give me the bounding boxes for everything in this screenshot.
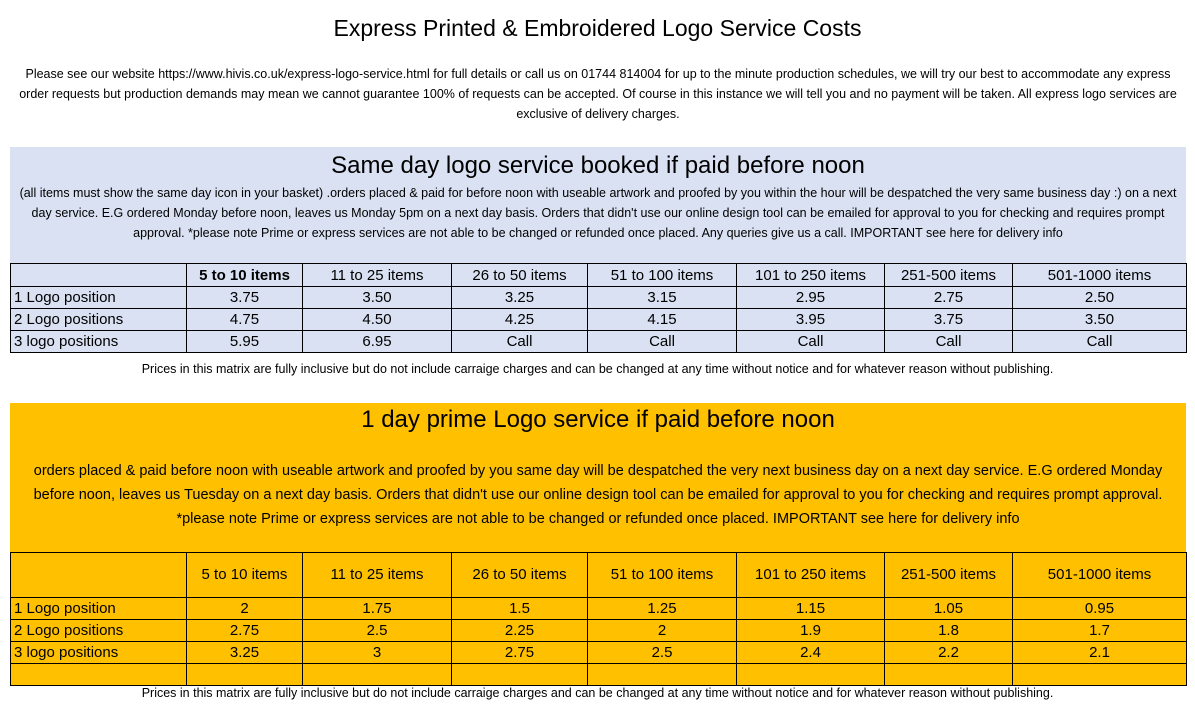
empty-cell [303, 664, 452, 686]
price-cell: 2 [588, 620, 737, 642]
prime-section [10, 403, 1186, 552]
prime-price-table [10, 552, 1187, 686]
table-row [11, 287, 1187, 309]
column-header [11, 264, 187, 287]
price-cell: 1.25 [588, 598, 737, 620]
column-header: 51 to 100 items [588, 264, 737, 287]
price-cell: 4.75 [187, 309, 303, 331]
price-cell: 3.25 [187, 642, 303, 664]
price-cell: 4.25 [452, 309, 588, 331]
price-cell: 2.5 [588, 642, 737, 664]
price-cell: Call [737, 331, 885, 353]
price-cell: 3.75 [187, 287, 303, 309]
empty-cell [11, 664, 187, 686]
price-cell: 2.1 [1013, 642, 1187, 664]
column-header: 5 to 10 items [187, 264, 303, 287]
column-header: 101 to 250 items [737, 553, 885, 598]
price-cell: Call [1013, 331, 1187, 353]
table-header-row [11, 264, 1187, 287]
table-header-row [11, 553, 1187, 598]
column-header: 501-1000 items [1013, 264, 1187, 287]
column-header: 101 to 250 items [737, 264, 885, 287]
column-header: 5 to 10 items [187, 553, 303, 598]
price-cell: 3.50 [1013, 309, 1187, 331]
price-cell: 1.05 [885, 598, 1013, 620]
price-cell: 2.5 [303, 620, 452, 642]
same-day-price-note: Prices in this matrix are fully inclusive but do not include carraige charges and can be changed at any time without notice and for whatever reason without publishing. [141, 362, 1054, 376]
price-cell: 3.25 [452, 287, 588, 309]
column-header: 51 to 100 items [588, 553, 737, 598]
price-cell: 2.95 [737, 287, 885, 309]
price-cell: Call [452, 331, 588, 353]
price-cell: 1.75 [303, 598, 452, 620]
column-header: 501-1000 items [1013, 553, 1187, 598]
column-header: 11 to 25 items [303, 553, 452, 598]
empty-cell [452, 664, 588, 686]
price-cell: 3 [303, 642, 452, 664]
prime-heading: 1 day prime Logo service if paid before noon [361, 406, 835, 433]
table-row [11, 642, 1187, 664]
price-cell: 4.50 [303, 309, 452, 331]
row-label: 1 Logo position [11, 287, 187, 309]
empty-cell [737, 664, 885, 686]
table-row [11, 620, 1187, 642]
price-cell: 1.9 [737, 620, 885, 642]
column-header: 11 to 25 items [303, 264, 452, 287]
price-cell: 3.75 [885, 309, 1013, 331]
table-row [11, 331, 1187, 353]
prime-price-note: Prices in this matrix are fully inclusive but do not include carraige charges and can be changed at any time without notice and for whatever reason without publishing. [141, 686, 1054, 700]
row-label: 3 logo positions [11, 331, 187, 353]
price-cell: Call [588, 331, 737, 353]
table-row [11, 309, 1187, 331]
table-row [11, 598, 1187, 620]
row-label: 3 logo positions [11, 642, 187, 664]
price-cell: 2.75 [885, 287, 1013, 309]
same-day-section [10, 147, 1186, 263]
price-cell: 3.50 [303, 287, 452, 309]
column-header [11, 553, 187, 598]
price-cell: 3.15 [588, 287, 737, 309]
price-cell: 0.95 [1013, 598, 1187, 620]
intro-text: Please see our website https://www.hivis.co.uk/express-logo-service.html for full details or call us on 01744 814004 for up to the minute production schedules, we will try our best to accommodate any express order requests but production demands may mean we cannot guarantee 100% of requests can be accepted. Of course in this instance we will tell you and no payment will be taken. All express logo services are exclusive of delivery charges. [19, 67, 1177, 121]
empty-cell [588, 664, 737, 686]
column-header: 26 to 50 items [452, 264, 588, 287]
price-cell: 2.25 [452, 620, 588, 642]
same-day-price-table [10, 263, 1187, 353]
price-cell: 1.7 [1013, 620, 1187, 642]
price-cell: 2.75 [187, 620, 303, 642]
price-cell: 6.95 [303, 331, 452, 353]
price-cell: 2 [187, 598, 303, 620]
column-header: 26 to 50 items [452, 553, 588, 598]
price-cell: 2.75 [452, 642, 588, 664]
empty-cell [1013, 664, 1187, 686]
price-cell: 2.4 [737, 642, 885, 664]
empty-cell [187, 664, 303, 686]
price-cell: 5.95 [187, 331, 303, 353]
price-cell: 1.5 [452, 598, 588, 620]
row-label: 2 Logo positions [11, 309, 187, 331]
price-cell: 1.15 [737, 598, 885, 620]
same-day-heading: Same day logo service booked if paid before noon [331, 152, 865, 179]
empty-cell [885, 664, 1013, 686]
column-header: 251-500 items [885, 553, 1013, 598]
price-cell: 3.95 [737, 309, 885, 331]
price-cell: 4.15 [588, 309, 737, 331]
empty-row [11, 664, 1187, 686]
price-cell: 2.50 [1013, 287, 1187, 309]
price-cell: 2.2 [885, 642, 1013, 664]
same-day-description: (all items must show the same day icon in your basket) .orders placed & paid for before noon with useable artwork and proofed by you within the hour will be despatched the very same business day :) on a next day service. E.G ordered Monday before noon, leaves us Monday 5pm on a next day basis. Orders that didn't use our online design tool can be emailed for approval to you for checking and requires prompt approval. *please note Prime or express services are not able to be changed or refunded once placed. Any queries give us a call. IMPORTANT see here for delivery info [19, 186, 1177, 240]
row-label: 2 Logo positions [11, 620, 187, 642]
column-header: 251-500 items [885, 264, 1013, 287]
price-cell: Call [885, 331, 1013, 353]
price-cell: 1.8 [885, 620, 1013, 642]
page-title: Express Printed & Embroidered Logo Service Costs [333, 15, 862, 41]
prime-description: orders placed & paid before noon with useable artwork and proofed by you same day will be despatched the very next business day on a next day service. E.G ordered Monday before noon, leaves us Tuesday on a next day basis. Orders that didn't use our online design tool can be emailed for approval to you for checking and requires prompt approval. *please note Prime or express services are not able to be changed or refunded once placed. IMPORTANT see here for delivery info [33, 463, 1163, 527]
row-label: 1 Logo position [11, 598, 187, 620]
